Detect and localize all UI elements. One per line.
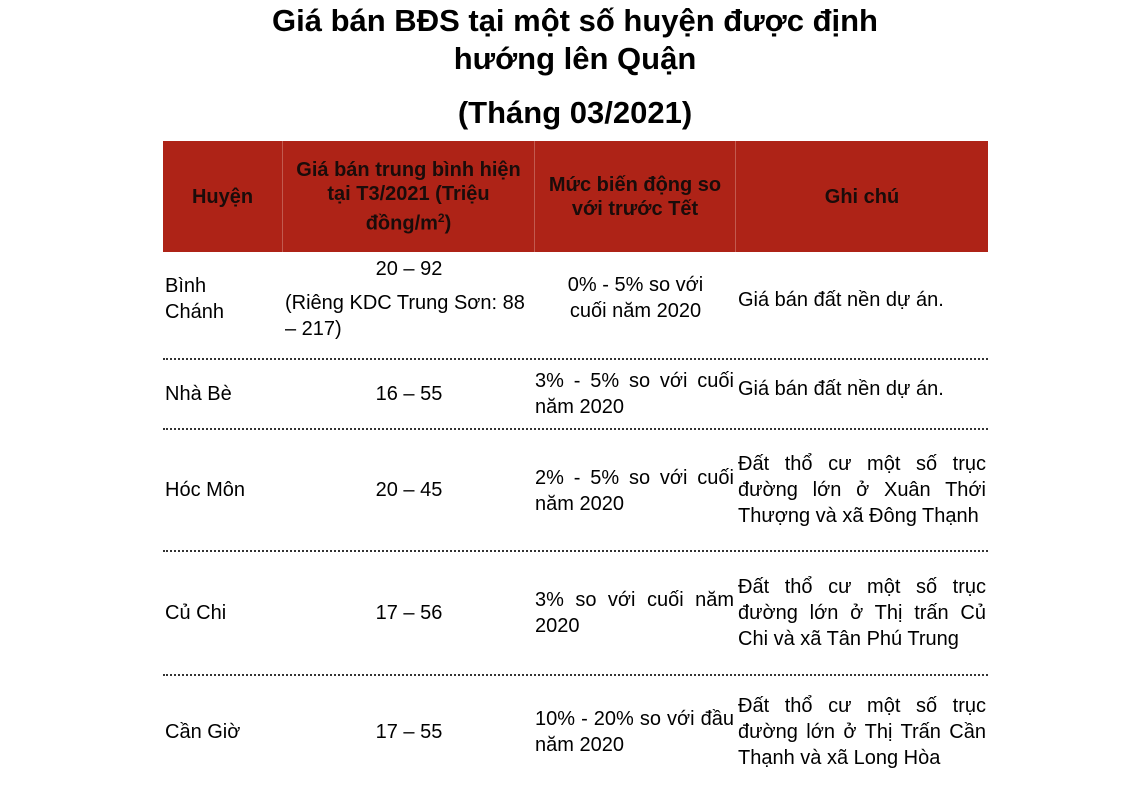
cell-change: 2% - 5% so với cuối năm 2020 xyxy=(535,467,734,515)
table-header xyxy=(163,141,988,252)
header-district: Huyện xyxy=(163,141,283,252)
table-row xyxy=(163,252,988,360)
title-line-2: hướng lên Quận xyxy=(453,41,697,76)
cell-district: Nhà Bè xyxy=(165,383,232,405)
cell-note: Đất thổ cư một số trục đường lớn ở Thị trấn Củ Chi và xã Tân Phú Trung xyxy=(738,576,986,650)
table-row xyxy=(163,430,988,552)
cell-change: 3% - 5% so với cuối năm 2020 xyxy=(535,370,734,418)
table-row xyxy=(163,676,988,788)
header-price-close: ) xyxy=(444,212,452,235)
cell-price: 17 – 56 xyxy=(375,602,443,624)
cell-price xyxy=(283,252,535,358)
header-price-superscript: 2 xyxy=(437,210,445,225)
page-subtitle: (Tháng 03/2021) xyxy=(457,95,693,130)
cell-note: Đất thổ cư một số trục đường lớn ở Thị Trấn Cần Thạnh và xã Long Hòa xyxy=(738,695,986,769)
table-row xyxy=(163,360,988,430)
title-line-1: Giá bán BĐS tại một số huyện được định xyxy=(272,3,878,38)
cell-district: Bình Chánh xyxy=(165,275,224,323)
cell-district: Củ Chi xyxy=(165,602,227,624)
cell-note: Đất thổ cư một số trục đường lớn ở Xuân Thới Thượng và xã Đông Thạnh xyxy=(738,453,986,527)
price-table xyxy=(163,141,988,788)
cell-price: 16 – 55 xyxy=(375,383,443,405)
table-row xyxy=(163,552,988,676)
cell-change: 10% - 20% so với đầu năm 2020 xyxy=(535,708,734,756)
header-change: Mức biến động so với trước Tết xyxy=(535,141,736,252)
header-note: Ghi chú xyxy=(824,185,900,208)
cell-price: 17 – 55 xyxy=(375,721,443,743)
cell-change: 3% so với cuối năm 2020 xyxy=(535,589,734,637)
cell-district: Cần Giờ xyxy=(165,721,241,743)
header-price-text: Giá bán trung bình hiện tại T3/2021 (Triệu đồng/m xyxy=(296,158,521,235)
cell-note: Giá bán đất nền dự án. xyxy=(738,289,944,311)
cell-change: 0% - 5% so với cuối năm 2020 xyxy=(567,274,704,322)
price-range: 20 – 92 xyxy=(375,258,443,280)
cell-note: Giá bán đất nền dự án. xyxy=(738,378,944,400)
page-title xyxy=(160,2,990,78)
price-extra-note: (Riêng KDC Trung Sơn: 88 – 217) xyxy=(285,292,525,340)
cell-price: 20 – 45 xyxy=(375,479,443,501)
cell-district: Hóc Môn xyxy=(165,479,246,501)
header-price xyxy=(283,141,535,252)
